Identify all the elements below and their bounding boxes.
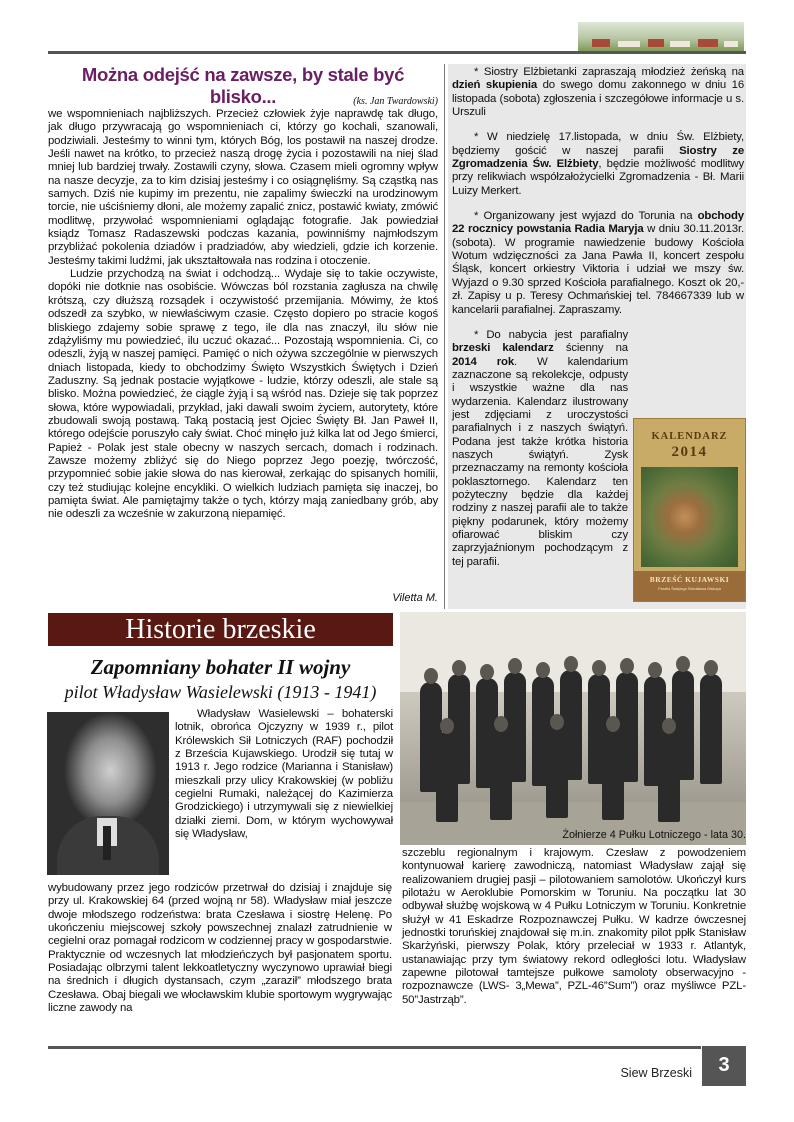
section-title: Historie brzeskie (48, 613, 393, 646)
calendar-image (633, 418, 746, 602)
article-signature: Viletta M. (392, 592, 438, 604)
article-body (48, 108, 438, 522)
calendar-aerial-photo (641, 467, 738, 567)
announcement-item: * Siostry Elżbietanki zapraszają młodzież żeńską na dzień skupienia do swego domu zakonnego w dniu 16 listopada (sobota) zgłoszenia i szczegółowe informacje u s. Urszuli (452, 66, 744, 119)
calendar-year: 2014 (671, 444, 708, 460)
article-title: Można odejść na zawsze, by stale być blisko... (81, 64, 405, 107)
article-paragraph: Ludzie przychodzą na świat i odchodzą... Wydaje się to takie oczywiste, dopóki nie dotknie nas osobiście. Wówczas ból rozstania zagłusza na chwilę krótszą, czy dłuższą rozsądek i oczywistość przemijania. Mówimy, że ktoś odszedł za szybko, w niewłaściwym czasie. Często dopiero po stracie kogoś bliskiego zdajemy sobie sprawę z tego, ile dla nas znaczył, ilu słów nie zdążyliśmy mu powiedzieć, ilu uczuć okazać... Pozostają wspomnienia. Ci, co odeszli, żyją w naszej pamięci. Pamięć o nich ożywa szczególnie w pierwszych dniach listopada, kiedy to obchodzimy Święto Wszystkich Świętych i Dzień Zaduszny. Są jednak postacie wyjątkowe - ludzie, którzy odeszli, ale stale są blisko. Można powiedzieć, że ciągle żyją i są wśród nas. Dzieje się tak poprzez słowa, które wypowiadali, przykład, jaki dawali swoim życiem, autorytety, które zbudowali swoją postawą. Taką postacią jest Ojciec Święty Bł. Jan Paweł II, którego odejście poruszyło cały świat. Choć minęło już kilka lat od Jego śmierci, Papież - Polak jest stale obecny w naszych sercach, domach i rodzinach. Zawsze możemy zbliżyć się do Niego poprzez Jego poezję, twórczość, przypomnieć sobie jakie słowa do nas kierował, zerkając do spisanych homilii, czy też studiując kolejne encykliki. O wielkich ludziach pamięta się inaczej, bo pamięta świat. Ale pamiętajmy także o tych, którzy mają zaniedbany grób, aby nie odeszli za wcześnie w zakurzoną niepamięć. (48, 268, 438, 521)
article-byline: (ks. Jan Twardowski) (353, 96, 438, 107)
calendar-subtitle: Parafia Świętego Stanisława Biskupa (658, 587, 721, 591)
pilot-portrait (47, 712, 169, 875)
page-number: 3 (702, 1046, 746, 1086)
publication-name: Siew Brzeski (620, 1066, 692, 1080)
announcement-item: * W niedzielę 17.listopada, w dniu Św. Elżbiety, będziemy gościć w naszej parafii Siostry ze Zgromadzenia Św. Elżbiety, będzie możliwość modlitwy przy relikwiach współzałożycielki Zgromadzenia - Bł. Marii Luizy Merkert. (452, 131, 745, 197)
section-subtitle-2: pilot Władysław Wasielewski (1913 - 1941) (64, 682, 377, 702)
header-rule (48, 51, 746, 54)
squadron-photo (400, 612, 746, 845)
calendar-title: KALENDARZ (651, 431, 728, 442)
article2-intro: Władysław Wasielewski – bohaterski lotnik, obrońca Ojczyzny w 1939 r., pilot Królewskich Sił Lotniczych (RAF) pochodził z Brześcia Kujawskiego. Urodził się tutaj w 1913 r. Jego rodzice (Marianna i Stanisław) mieszkali przy ulicy Krakowskiej (w pobliżu cegielni Rumaki, należącej do Kazimierza Grodzickiego) i utrzymywali się z niewielkiej działki ziemi. Dom, w którym wychowywał się Władysław, (175, 708, 393, 841)
calendar-brand: BRZEŚĆ KUJAWSKI (649, 575, 730, 584)
footer-rule (48, 1046, 701, 1049)
article2-continued: wybudowany przez jego rodziców przetrwał do dzisiaj i znajduje się przy ul. Krakowskiej 64 (przed wojną nr 58). Władysław miał jeszcze dwoje młodszego rodzeństwa: brata Czesława i siostrę Helenę. Po ukończeniu miejscowej szkoły powszechnej znalazł zatrudnienie w cegielni oraz pomagał rodzicom w codziennej pracy w gospodarstwie. Praktycznie od wczesnych lat młodzieńczych był pasjonatem sportu. Posiadając olbrzymi talent lekkoatletyczny wyczynowo uprawiał biegi na średnich i długich dystansach, czym „zaraził” młodszego brata Czesława. Obaj biegali we włocławskim klubie sportowym wygrywając liczne zawody na (48, 882, 392, 1015)
announcement-item: * Organizowany jest wyjazd do Torunia na obchody 22 rocznicy powstania Radia Maryja w dniu 30.11.2013r. (sobota). W programie nawiedzenie budowy Kościoła Wotum wdzięczności za Jana Pawła II, koncert zespołu Śląsk, koncert orkiestry Viktoria i udział we mszy św. Wyjazd o 9.30 sprzed Kościoła parafialnego. Koszt ok 20,-zł. Zapisy u p. Teresy Ochmańskiej tel. 784667339 lub w kancelarii parafialnej. Zapraszamy. (452, 210, 745, 316)
header-village-image (578, 22, 744, 51)
calendar-announcement: * Do nabycia jest parafialny brzeski kalendarz ścienny na 2014 rok. W kalendarium zaznaczone są rekolekcje, odpusty i wszystkie ważne dla nas wydarzenia. Kalendarz ilustrowany jest zdjęciami z uroczystości parafialnych i z naszych świątyń. Podana jest także krótka historia naszych świątyń. Zysk przeznaczamy na remonty kościoła poklasztornego. Kalendarz ten pożyteczny będzie dla każdej rodziny z naszej parafii ale to także piękny podarunek, który możemy ofiarować bliskim czy zaprzyjaźnionym pochodzącym z tej parafii. (452, 328, 629, 568)
photo-caption: Żołnierze 4 Pułku Lotniczego - lata 30. (562, 829, 746, 841)
article-paragraph: we wspomnieniach najbliższych. Przecież człowiek żyje naprawdę tak długo, jak długo przywracają go wspomnieniach ci, którzy go kochali, szanowali, podziwiali. Jesteśmy to winni tym, których Bóg, los postawił na naszej drodze. Jeśli nawet na krótko, to przecież naszą drogę życia i pozostawili na niej ślad mniej lub bardziej trwały. Zostawili czyny, słowa. Czasem mieli ogromny wpływ na nasze decyzje, za to kim dzisiaj jesteśmy i co osiągnęliśmy. Są cząstką nas samych. Dziś nie kupimy im prezentu, nie zapalimy świeczki na urodzinowym torcie, nie uściśniemy dłoni, ale możemy zapalić znicz, postawić kwiaty, zmówić modlitwę, przywołać wspomnieniami oglądając fotografie. Jak powiedział ksiądz Tomasz Radaszewski podczas kazania, powinniśmy najmłodszym przybliżać pokolenia dziadów i pradziadów, aby wiedzieli, gdzie ich korzenie. Jesteśmy takimi ludźmi, jak ukształtowała nas rodzina i otoczenie. (48, 108, 438, 267)
column-divider (444, 64, 445, 609)
section-subtitle: Zapomniany bohater II wojny (90, 655, 351, 679)
article2-right-column: szczeblu regionalnym i krajowym. Czesław z powodzeniem kontynuował karierę zawodniczą, natomiast Władysław zajął się realizowaniem drugiej pasji – pilotowaniem samolotów. Ukończył kurs pilotażu w Aeroklubie Pomorskim w Toruniu. Na początku lat 30 odbywał służbę wojskową w 4 Pułku Lotniczym w Toruniu. Konkretnie służył w 41 Eskadrze Rozpoznawczej Pułku. W kadrze ówczesnej jednostki toruńskiej znajdował się m.in. znakomity pilot ppłk Stanisław Skarżyński, pierwszy Polak, który przeleciał w 1933 r. Atlantyk, ustanawiając przy tym światowy rekord odległości lotu. Władysław zapewne pilotował tamtejsze pułkowe samoloty obserwacyjno - rozpoznawcze (LWS- 3„Mewa”, PZL-46”Sum”) oraz myśliwce PZL-50”Jastrząb”. (402, 847, 746, 1006)
